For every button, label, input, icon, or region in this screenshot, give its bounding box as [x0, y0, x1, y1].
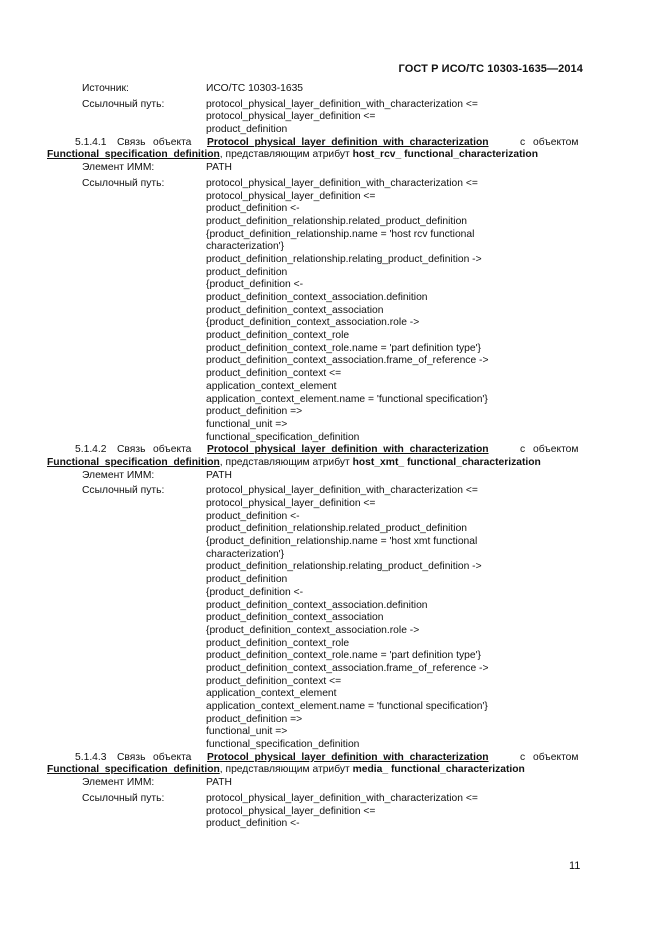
ref-path-row: [0, 726, 661, 739]
imm-label: Элемент ИММ:: [82, 469, 155, 481]
ref-path-row: [0, 178, 661, 191]
ref-path-row: [0, 549, 661, 562]
ref-path-row: [0, 191, 661, 204]
ref-path-row: [0, 574, 661, 587]
ref-path-row: [0, 701, 661, 714]
imm-label: Элемент ИММ:: [82, 777, 155, 789]
section-heading-line2: [0, 149, 661, 162]
document-code-header: ГОСТ Р ИСО/ТС 10303-1635—2014: [398, 63, 583, 75]
source-label: Источник:: [82, 83, 129, 94]
ref-path-line: {product_definition <-: [206, 586, 304, 598]
ref-path-line: product_definition: [206, 574, 288, 586]
ref-path-row: [0, 279, 661, 292]
section-text: , представляющим атрибут: [219, 764, 353, 776]
ref-path-line: {product_definition_context_association.role ->: [206, 624, 420, 636]
ref-path-label: Ссылочный путь:: [82, 792, 165, 804]
ref-path-line: protocol_physical_layer_definition_with_characterization <=: [206, 98, 478, 110]
ref-path-row: [0, 485, 661, 498]
ref-path-line: product_definition <-: [206, 510, 300, 522]
ref-path-row: [0, 203, 661, 216]
source-value: ИСО/ТС 10303-1635: [206, 83, 304, 94]
section-heading-line2: [0, 457, 661, 470]
target-entity-name: Functional_specification_definition: [47, 764, 220, 776]
ref-path-row: [0, 330, 661, 343]
imm-value: PATH: [206, 162, 232, 174]
ref-path-row: [0, 305, 661, 318]
ref-path-line: protocol_physical_layer_definition <=: [206, 805, 376, 817]
ref-path-line: product_definition_relationship.relating_product_definition ->: [206, 253, 482, 265]
ref-path-row: [0, 368, 661, 381]
intro-ref-row: [0, 99, 661, 112]
ref-path-row: [0, 561, 661, 574]
ref-path-row: [0, 267, 661, 280]
ref-path-line: application_context_element: [206, 688, 337, 700]
section-word: Связь: [117, 751, 146, 763]
ref-path-row: [0, 688, 661, 701]
ref-path-line: product_definition_context_role: [206, 330, 350, 342]
ref-path-line: application_context_element.name = 'functional specification'}: [206, 701, 488, 712]
imm-label: Элемент ИММ:: [82, 162, 155, 174]
section-word: с: [520, 136, 526, 148]
section-word: объекта: [153, 136, 192, 148]
ref-path-row: [0, 523, 661, 536]
ref-path-row: [0, 394, 661, 407]
ref-path-row: [0, 818, 661, 831]
ref-path-row: [0, 355, 661, 368]
ref-path-line: functional_unit =>: [206, 418, 288, 430]
ref-path-row: [0, 806, 661, 819]
ref-path-label: Ссылочный путь:: [82, 485, 165, 497]
ref-path-line: product_definition_relationship.relating_product_definition ->: [206, 561, 482, 573]
ref-path-line: product_definition_context_association: [206, 612, 384, 624]
ref-path-line: functional_specification_definition: [206, 739, 360, 751]
section-word: объекта: [153, 751, 192, 763]
entity-name: Protocol_physical_layer_definition_with_characterization: [207, 136, 489, 148]
ref-path-row: [0, 343, 661, 356]
section-word: с: [520, 444, 526, 456]
attribute-name: host_rcv_ functional_characterization: [352, 149, 538, 161]
ref-path-row: [0, 419, 661, 432]
section-word: Связь: [117, 136, 146, 148]
ref-path-row: [0, 498, 661, 511]
target-entity-name: Functional_specification_definition: [47, 149, 220, 161]
ref-path-row: [0, 587, 661, 600]
ref-path-line: product_definition: [206, 124, 288, 136]
imm-row: [0, 777, 661, 790]
ref-path-row: [0, 111, 661, 124]
ref-path-row: [0, 254, 661, 267]
ref-path-line: characterization'}: [206, 241, 285, 253]
ref-path-line: product_definition =>: [206, 406, 303, 418]
ref-path-line: product_definition_relationship.related_product_definition: [206, 523, 468, 535]
imm-value: PATH: [206, 469, 232, 481]
section-number: 5.1.4.2: [75, 444, 107, 456]
ref-path-line: application_context_element.name = 'functional specification'}: [206, 393, 488, 405]
ref-path-line: protocol_physical_layer_definition_with_characterization <=: [206, 177, 478, 189]
ref-path-block: [0, 485, 661, 751]
ref-path-line: {product_definition_relationship.name = 'host rcv functional: [206, 228, 475, 240]
source-row: [0, 83, 661, 96]
ref-path-line: protocol_physical_layer_definition <=: [206, 111, 376, 123]
section-number: 5.1.4.3: [75, 751, 107, 763]
entity-name: Protocol_physical_layer_definition_with_characterization: [207, 751, 489, 763]
ref-path-line: product_definition <-: [206, 203, 300, 215]
ref-path-row: [0, 536, 661, 549]
ref-path-row: [0, 638, 661, 651]
ref-path-line: {product_definition_relationship.name = 'host xmt functional: [206, 536, 478, 548]
section-text: , представляющим атрибут: [219, 149, 353, 161]
section-word: объекта: [153, 444, 192, 456]
ref-path-line: product_definition_context <=: [206, 675, 342, 687]
ref-path-row: [0, 124, 661, 137]
ref-path-line: product_definition_context_role: [206, 637, 350, 649]
section-word: объектом: [533, 444, 579, 456]
imm-row: [0, 162, 661, 175]
ref-path-row: [0, 241, 661, 254]
ref-path-block: [0, 178, 661, 444]
ref-path-row: [0, 317, 661, 330]
ref-path-line: product_definition_context_association.frame_of_reference ->: [206, 662, 489, 674]
ref-path-row: [0, 381, 661, 394]
attribute-name: host_xmt_ functional_characterization: [352, 456, 541, 468]
section-word: объектом: [533, 751, 579, 763]
ref-path-row: [0, 793, 661, 806]
ref-path-line: protocol_physical_layer_definition <=: [206, 190, 376, 202]
ref-path-row: [0, 406, 661, 419]
ref-path-line: product_definition: [206, 266, 288, 278]
ref-path-line: product_definition_context_role.name = 'part definition type'}: [206, 650, 481, 662]
ref-path-line: product_definition_context_association.definition: [206, 599, 428, 611]
ref-path-line: product_definition_relationship.related_product_definition: [206, 215, 468, 227]
ref-path-line: functional_unit =>: [206, 726, 288, 738]
ref-path-line: characterization'}: [206, 548, 285, 560]
document-body: [0, 83, 661, 831]
ref-path-row: [0, 600, 661, 613]
section-text: , представляющим атрибут: [219, 456, 353, 468]
ref-path-row: [0, 714, 661, 727]
ref-path-row: [0, 676, 661, 689]
ref-path-block: [0, 793, 661, 831]
ref-path-line: protocol_physical_layer_definition <=: [206, 498, 376, 509]
target-entity-name: Functional_specification_definition: [47, 456, 220, 468]
ref-path-row: [0, 432, 661, 445]
ref-path-line: product_definition_context <=: [206, 368, 342, 380]
ref-path-line: product_definition_context_association.definition: [206, 292, 428, 303]
page-number: 11: [569, 860, 581, 872]
ref-path-line: product_definition =>: [206, 713, 303, 725]
imm-value: PATH: [206, 777, 232, 789]
ref-path-row: [0, 216, 661, 229]
ref-path-line: product_definition_context_association.frame_of_reference ->: [206, 355, 489, 367]
imm-row: [0, 470, 661, 483]
section-word: Связь: [117, 444, 146, 456]
ref-path-line: product_definition <-: [206, 818, 300, 830]
ref-path-row: [0, 292, 661, 305]
attribute-name: media_ functional_characterization: [352, 764, 525, 776]
section-heading-5-1-4-3: [0, 752, 661, 765]
ref-path-label: Ссылочный путь:: [82, 177, 165, 189]
ref-path-row: [0, 650, 661, 663]
entity-name: Protocol_physical_layer_definition_with_characterization: [207, 444, 489, 456]
ref-path-line: {product_definition_context_association.role ->: [206, 317, 420, 329]
ref-path-line: functional_specification_definition: [206, 431, 360, 443]
ref-path-row: [0, 612, 661, 625]
section-heading-line2: [0, 764, 661, 777]
ref-path-line: product_definition_context_role.name = 'part definition type'}: [206, 342, 481, 354]
ref-path-row: [0, 229, 661, 242]
section-word: объектом: [533, 136, 579, 148]
section-word: с: [520, 751, 526, 763]
ref-path-row: [0, 625, 661, 638]
ref-path-label: Ссылочный путь:: [82, 98, 165, 110]
section-heading-5-1-4-1: [0, 137, 661, 150]
ref-path-row: [0, 663, 661, 676]
ref-path-line: protocol_physical_layer_definition_with_characterization <=: [206, 485, 478, 497]
ref-path-line: {product_definition <-: [206, 279, 304, 291]
ref-path-line: application_context_element: [206, 380, 337, 392]
ref-path-line: product_definition_context_association: [206, 304, 384, 316]
section-number: 5.1.4.1: [75, 136, 107, 148]
ref-path-line: protocol_physical_layer_definition_with_characterization <=: [206, 792, 478, 804]
ref-path-row: [0, 511, 661, 524]
ref-path-row: [0, 739, 661, 752]
section-heading-5-1-4-2: [0, 444, 661, 457]
